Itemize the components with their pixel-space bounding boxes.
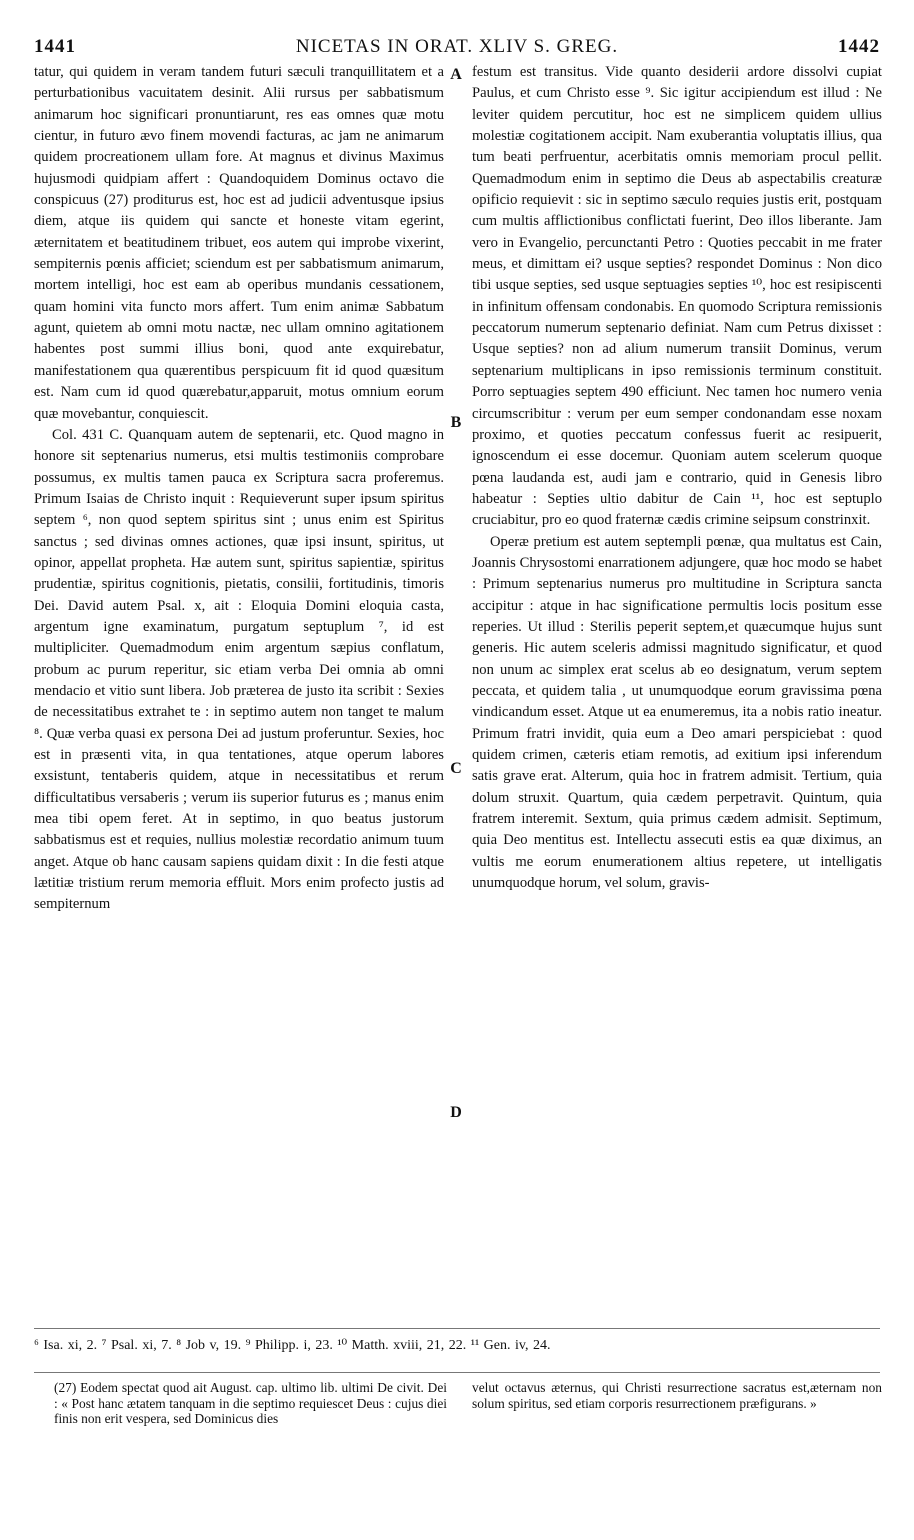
margin-marker-d: D: [450, 1104, 462, 1121]
left-paragraph-2: Col. 431 C. Quanquam autem de septenarii, etc. Quod magno in honore sit septenarius numerus, etsi multis testimoniis comprobare possumus, ex multis tamen pauca ex Scriptura sacra proferemus. Primum Isaias de Christo inquit : Requieverunt super ipsum spiritus septem ⁶, non quod septem spiritus sint ; unus enim est Spiritus sanctus ; sed divinas omnes actiones, quæ ipsi insunt, spiritus, ut opinor, appellat propheta. Hæ autem sunt, spiritus sapientiæ, spiritus prudentiæ, spiritus cognitionis, pietatis, consilii, fortitudinis, timoris Dei. David autem Psal. x, ait : Eloquia Domini eloquia casta, argentum igne examinatum, purgatum septuplum ⁷, id est multipliciter. Quemadmodum enim argentum sæpius conflatum, probum ac purum reperitur, sic etiam verba Dei omnia ab omni mendacio et vitio sunt libera. Job præterea de justo ita scribit : Sexies de necessitatibus extrahet te : in septimo autem non tanget te malum ⁸. Quæ verba quasi ex persona Dei ad justum proferuntur. Sexies, hoc est in præsenti vita, in qua tentationes, atque operum labores exsistunt, tentaberis quidem, atque in necessitatibus et rerum difficultatibus versaberis ; verum iis superior futurus es ; manus enim mea tibi opem feret. At in septimo, in quo beatus justorum sabbatismus est et requies, nullius molestiæ recordatio animum tuum anget. Atque ob hanc causam sapiens quidam dixit : In die festi atque lætitiæ tristium rerum memoria effluit. Mors enim profecto justis ad sempiternum: [34, 426, 444, 913]
margin-marker-b: B: [450, 414, 462, 431]
left-paragraph-1: tatur, qui quidem in veram tandem futuri sæculi tranquillitatem et a perturbationibus vacuitatem desinit. Alii rursus per sabbatismum animarum hoc significari pronuntiarunt, res eas omnes quæ motu cientur, in futuro ævo finem movendi facturas, ac jam ne animarum quidem procreationem ullam fore. At magnus et divinus Maximus hujusmodi quidpiam affert : Quandoquidem Dominus octavo die conspicuus (27) proditurus est, hoc est ad judicii adventusque ipsius diem, atque iis quidem qui sancte et honeste vitam egerint, æternitatem et beatitudinem tribuet, eos autem qui improbe vixerint, sempiternis pœnis afficiet; sciendum est per sabbatismum animarum, mortem intelligi, hoc est eam ab operibus mundanis cessationem, quam homini vita functo mors affert. Tum enim animæ Sabbatum agunt, quietem ab omni motu nactæ, nec ullam omnino agitationem habentes post summi illius boni, quod ante exquirebatur, manifestationem qua quærentibus perspicuum fit id quod quæsitum est. Nam cum id quod quærebatur,apparuit, motus omnium eorum quæ movebantur, conquiescit.: [34, 64, 444, 422]
footnote-left: (27) Eodem spectat quod ait August. cap. ultimo lib. ultimi De civit. Dei : « Post hanc ætatem tanquam in die septimo requiescet Deus : cujus diei finis non erit vespera, sed Dominicus dies: [54, 1380, 447, 1427]
right-paragraph-1: festum est transitus. Vide quanto desiderii ardore dissolvi cupiat Paulus, et cum Christo esse ⁹. Sic igitur accipiendum est illud : Ne leviter quidem percutitur, hoc est ne simplicem quidem ullius molestiæ cogitationem accipit. Nam exuberantia voluptatis illius, qua tum beati perfruentur, acerbitatis omnis memoriam procul pellit. Quemadmodum enim in septimo die Deus ab aspectabilis creaturæ opificio requievit : sic in septimo sæculo requies justis erit, postquam cum multis afflictionibus conflictati fuerint, Deo illos liberante. Jam vero in Evangelio, percunctanti Petro : Quoties peccabit in me frater meus, et dimittam ei? usque septies? respondet Dominus : Non dico tibi usque septies, sed usque septuagies septies ¹⁰, hoc est resipiscenti in infinitum offensam condonabis. En quomodo Scriptura remissionis peccatorum numerum septenario definiat. Nam cum Petrus dixisset : Usque septies? non ad alium numerum transiit Dominus, verum septenarium multiplicans in ipso remissionis terminum constituit. Porro septuagies septem 490 efficiunt. Nec tamen hoc numero venia circumscribitur : verum per eum semper condonandam esse noxam proximo, et quoties peccatum confessus fuerit ac resipuerit, ignoscendum ei esse docemur. Quoniam autem scelerum quoque pœna laudanda est, audi jam e contrario, quid in Genesis libro habeatur : Septies ultio dabitur de Cain ¹¹, hoc est septuplo cruciabitur, pro eo quod fraternæ cædis crimine seipsum constrinxit.: [472, 64, 882, 529]
margin-marker-c: C: [450, 760, 462, 777]
running-header: [34, 36, 880, 62]
references-rule: [34, 1328, 880, 1329]
right-paragraph-2: Operæ pretium est autem septempli pœnæ, qua multatus est Cain, Joannis Chrysostomi enarrationem adjungere, quæ hoc modo se habet : Primum septenarius numerus pro multitudine in Scriptura sancta accipitur : atque in hac significatione permultis locis positum esse reperies. Ut illud : Sterilis peperit septem,et quæcumque hujus sunt generis. Hic autem sceleris admissi magnitudo significatur, et quod non unum ac simplex erat scelus ab eo designatum, verum septem peccata, et quidem talia , ut unumquodque eorum gravissima pœna vindicandum esset. Atque ut ea enumeremus, ita a nobis ratio ineatur. Primum fratri invidit, quia eum a Deo amari perspiciebat : quod quidem crimen, cæteris etiam remotis, ad exitium ipsi inferendum satis grave erat. Alterum, quia hoc in fratrem admisit. Tertium, quia dolum struxit. Quartum, quia cædem perpetravit. Quintum, quia fratrem interemit. Sextum, quia primus cædem admisit. Septimum, quia Deo mentitus est. Intellectu assecuti estis ea quæ diximus, an vultis me eorum enumerationem altius repetere, ut intelligatis unumquodque horum, vel solum, gravis-: [472, 533, 882, 892]
page-number-right: 1442: [838, 36, 880, 57]
running-title: NICETAS IN ORAT. XLIV S. GREG.: [295, 36, 619, 57]
footnote-right: velut octavus æternus, qui Christi resurrectione sacratus est,æternam non solum spiritus, sed etiam corporis resurrectionem præfigurans. »: [472, 1380, 882, 1411]
page-number-left: 1441: [34, 36, 76, 57]
footnote-rule: [34, 1372, 880, 1373]
scripture-references: ⁶ Isa. xi, 2. ⁷ Psal. xi, 7. ⁸ Job v, 19. ⁹ Philipp. i, 23. ¹⁰ Matth. xviii, 21, 22. ¹¹ Gen. iv, 24.: [34, 1338, 551, 1353]
margin-marker-a: A: [450, 66, 462, 83]
left-column: [34, 62, 444, 916]
right-column: [472, 62, 882, 894]
